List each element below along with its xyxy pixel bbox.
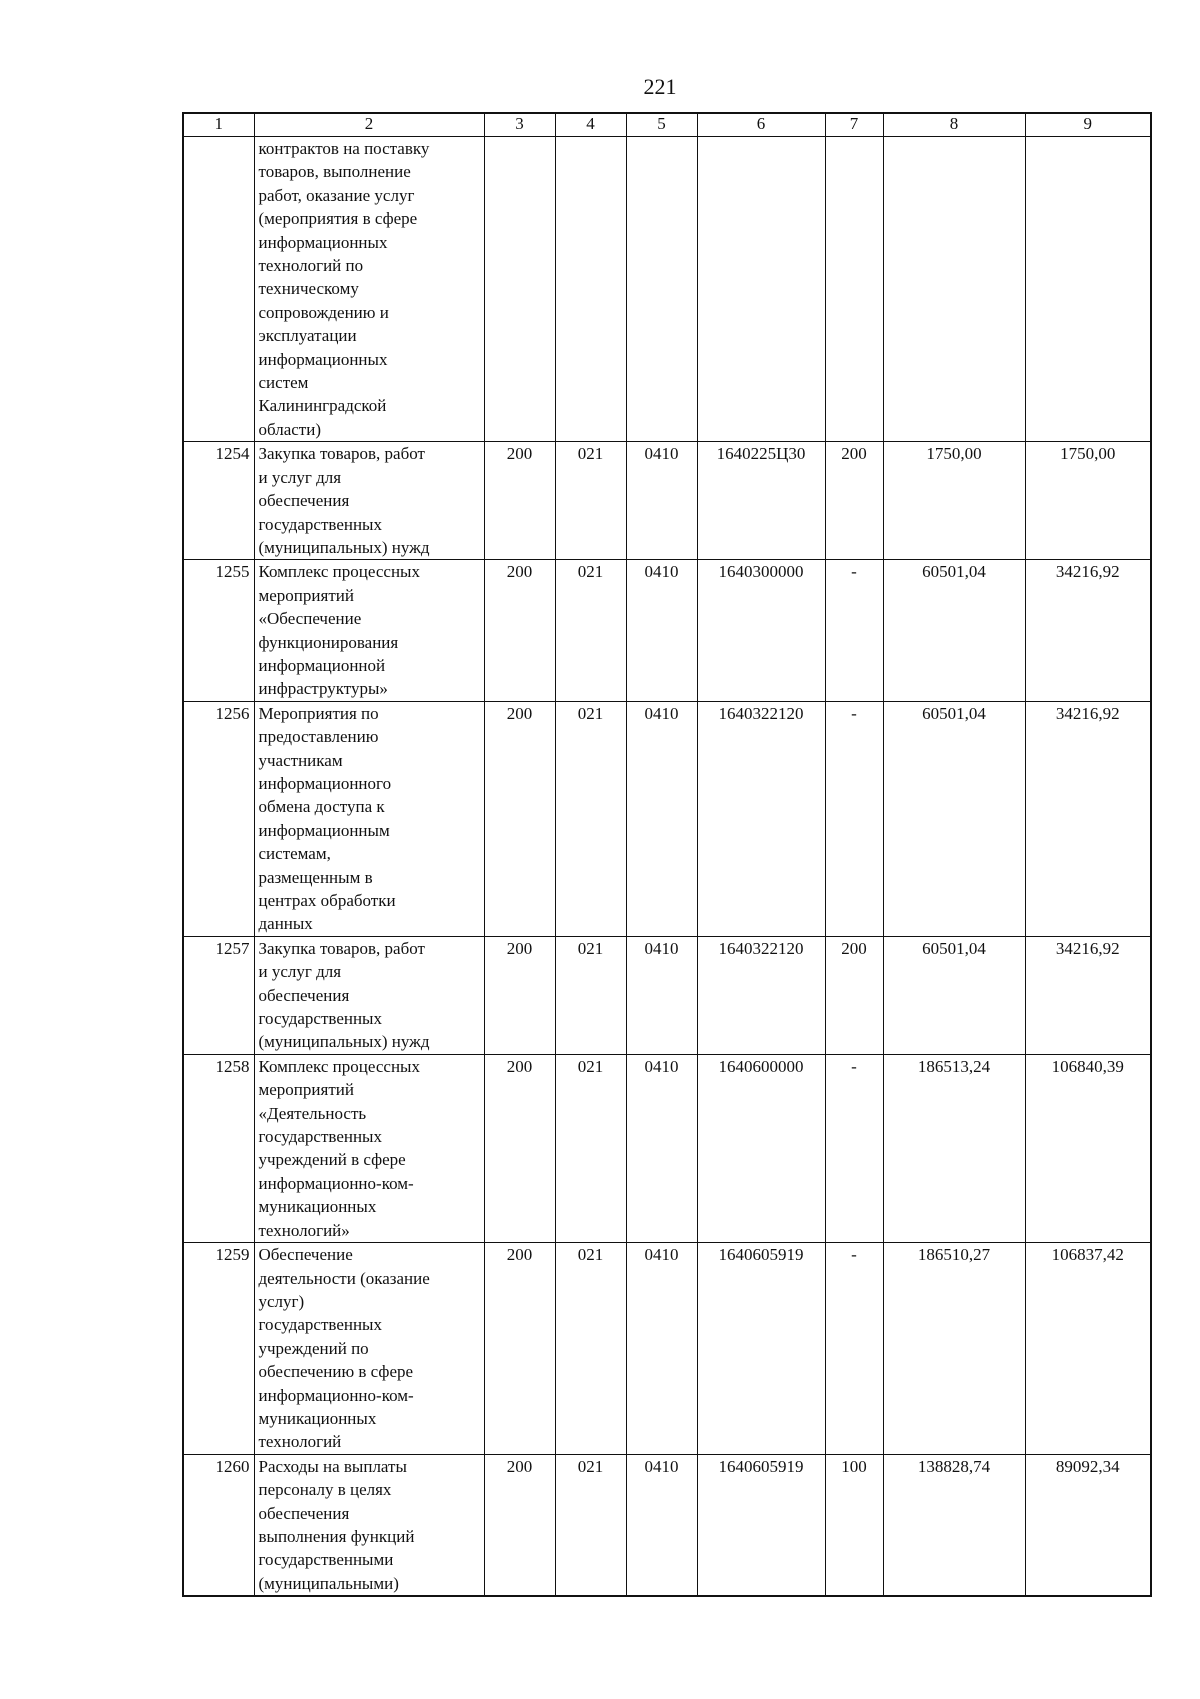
cell-col3: 200 [484,1054,555,1242]
cell-col6: 1640322120 [697,936,825,1054]
column-header: 2 [254,113,484,137]
cell-col9: 34216,92 [1025,701,1151,936]
cell-col8: 138828,74 [883,1454,1025,1596]
column-header: 1 [183,113,254,137]
cell-col8: 1750,00 [883,442,1025,560]
row-name: контрактов на поставку товаров, выполнение работ, оказание услуг (мероприятия в сфере информационных технологий по техническому сопровождению и эксплуатации информационных систем Калининградской области) [254,137,484,442]
column-header: 3 [484,113,555,137]
row-name: Комплекс процессных мероприятий «Деятельность государственных учреждений в сфере информационно-ком- муникационных технологий» [254,1054,484,1242]
cell-col8: 60501,04 [883,560,1025,701]
cell-col5: 0410 [626,560,697,701]
cell-col3: 200 [484,701,555,936]
cell-col7: 200 [825,442,883,560]
cell-col7: - [825,560,883,701]
cell-col8: 186513,24 [883,1054,1025,1242]
cell-col4: 021 [555,442,626,560]
cell-col9: 89092,34 [1025,1454,1151,1596]
cell-col6: 1640605919 [697,1454,825,1596]
budget-table [182,112,1152,1597]
cell-col7: - [825,1243,883,1455]
column-header: 7 [825,113,883,137]
column-header: 4 [555,113,626,137]
cell-col9: 106840,39 [1025,1054,1151,1242]
row-number: 1254 [183,442,254,560]
cell-col6: 1640600000 [697,1054,825,1242]
cell-col9: 1750,00 [1025,442,1151,560]
cell-col4: 021 [555,1454,626,1596]
cell-col3 [484,137,555,442]
row-number: 1260 [183,1454,254,1596]
row-number: 1259 [183,1243,254,1455]
cell-col4: 021 [555,701,626,936]
cell-col8: 60501,04 [883,701,1025,936]
row-name: Обеспечение деятельности (оказание услуг) государственных учреждений по обеспечению в сфере информационно-ком- муникационных технологий [254,1243,484,1455]
column-header: 9 [1025,113,1151,137]
cell-col6: 1640605919 [697,1243,825,1455]
header-row [183,113,1151,137]
cell-col5: 0410 [626,936,697,1054]
cell-col8 [883,137,1025,442]
row-name: Закупка товаров, работ и услуг для обеспечения государственных (муниципальных) нужд [254,936,484,1054]
cell-col3: 200 [484,442,555,560]
cell-col4: 021 [555,1243,626,1455]
cell-col9: 34216,92 [1025,560,1151,701]
row-number: 1255 [183,560,254,701]
row-name: Закупка товаров, работ и услуг для обеспечения государственных (муниципальных) нужд [254,442,484,560]
table-row [183,1054,1151,1242]
table-row [183,137,1151,442]
cell-col3: 200 [484,1454,555,1596]
cell-col5: 0410 [626,701,697,936]
row-number: 1256 [183,701,254,936]
table-row [183,442,1151,560]
cell-col6 [697,137,825,442]
row-name: Мероприятия по предоставлению участникам информационного обмена доступа к информационным системам, размещенным в центрах обработки данных [254,701,484,936]
row-number: 1257 [183,936,254,1054]
cell-col6: 1640322120 [697,701,825,936]
cell-col4: 021 [555,936,626,1054]
cell-col3: 200 [484,560,555,701]
column-header: 6 [697,113,825,137]
row-name: Расходы на выплаты персоналу в целях обеспечения выполнения функций государственными (муниципальными) [254,1454,484,1596]
cell-col9: 106837,42 [1025,1243,1151,1455]
cell-col3: 200 [484,1243,555,1455]
cell-col7: - [825,701,883,936]
table-row [183,701,1151,936]
column-header: 5 [626,113,697,137]
cell-col8: 60501,04 [883,936,1025,1054]
cell-col3: 200 [484,936,555,1054]
cell-col5 [626,137,697,442]
cell-col7: - [825,1054,883,1242]
table-row [183,1454,1151,1596]
cell-col5: 0410 [626,1243,697,1455]
column-header: 8 [883,113,1025,137]
cell-col6: 1640225Ц30 [697,442,825,560]
cell-col5: 0410 [626,1054,697,1242]
cell-col9 [1025,137,1151,442]
cell-col7: 100 [825,1454,883,1596]
cell-col4: 021 [555,1054,626,1242]
row-number: 1258 [183,1054,254,1242]
row-name: Комплекс процессных мероприятий «Обеспечение функционирования информационной инфраструктуры» [254,560,484,701]
cell-col5: 0410 [626,442,697,560]
cell-col8: 186510,27 [883,1243,1025,1455]
page-number: 221 [643,74,677,99]
cell-col9: 34216,92 [1025,936,1151,1054]
cell-col7 [825,137,883,442]
table-row [183,560,1151,701]
table-row [183,1243,1151,1455]
cell-col4 [555,137,626,442]
row-number [183,137,254,442]
cell-col6: 1640300000 [697,560,825,701]
cell-col5: 0410 [626,1454,697,1596]
cell-col4: 021 [555,560,626,701]
table-row [183,936,1151,1054]
cell-col7: 200 [825,936,883,1054]
